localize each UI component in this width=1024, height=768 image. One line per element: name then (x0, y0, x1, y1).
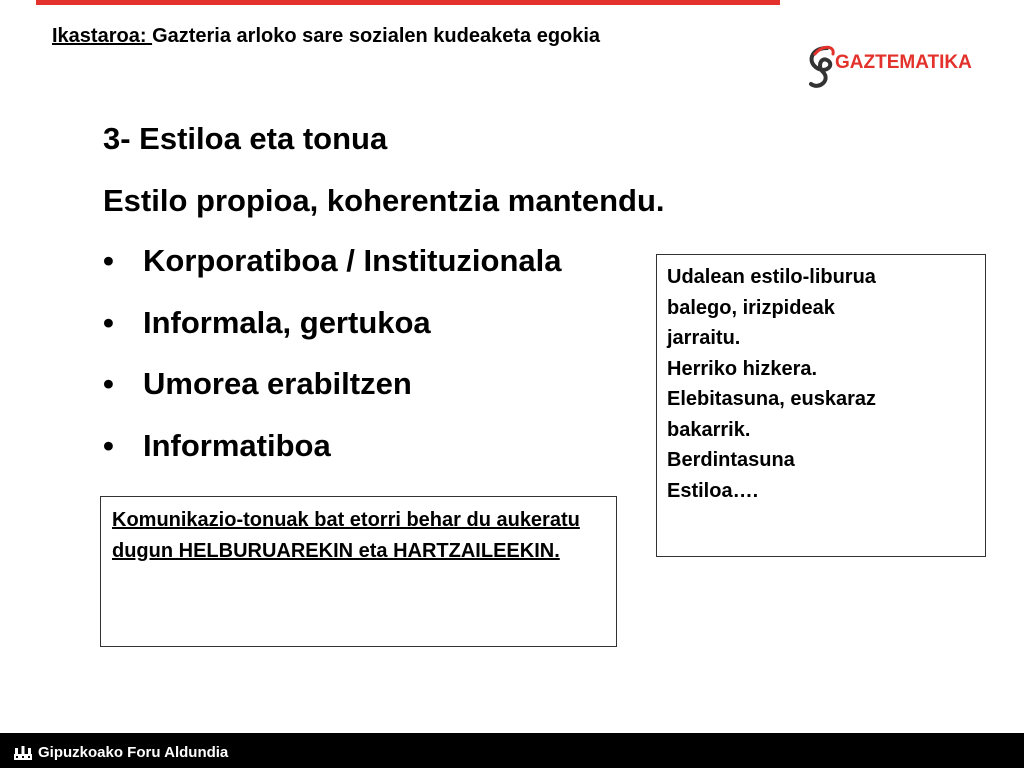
note-line: Estiloa…. (667, 479, 759, 502)
tone-note-box (100, 496, 617, 647)
style-notes-box (656, 254, 986, 557)
note-line: Elebitasuna, euskaraz (667, 388, 876, 410)
bullet-text: Umorea erabiltzen (143, 366, 412, 401)
course-heading (52, 25, 600, 48)
gaztematika-logo (805, 40, 985, 92)
course-title: Gazteria arloko sare sozialen kudeaketa egokia (152, 25, 601, 47)
bullet-icon: • (103, 243, 114, 278)
footer-org-name: Gipuzkoako Foru Aldundia (38, 744, 229, 761)
bullet-text: Informatiboa (143, 427, 331, 463)
course-label: Ikastaroa: (52, 25, 153, 47)
note-line: Berdintasuna (667, 449, 795, 471)
note-line: Udalean estilo-liburua (667, 266, 876, 288)
crest-icon (13, 745, 33, 761)
slide-title: 3- Estiloa eta tonua (103, 121, 388, 156)
note-line: bakarrik. (667, 418, 751, 441)
svg-text:GAZTEMATIKA: GAZTEMATIKA (835, 52, 972, 73)
top-accent-bar (36, 0, 780, 5)
bullet-icon: • (103, 304, 114, 340)
bullet-text: Informala, gertukoa (143, 304, 431, 340)
tone-note-text: Komunikazio-tonuak bat etorri behar du aukeratu dugun HELBURUAREKIN eta HARTZAILEEKIN. (112, 509, 580, 562)
list-item (103, 242, 562, 304)
list-item (103, 427, 562, 489)
bullet-text: Korporatiboa / Instituzionala (143, 243, 562, 278)
note-line: jarraitu. (667, 327, 741, 349)
bullet-icon: • (103, 427, 114, 463)
note-line: balego, irizpideak (667, 296, 835, 319)
list-item (103, 365, 562, 427)
note-line: Herriko hizkera. (667, 357, 818, 380)
bullet-list (103, 242, 562, 488)
bullet-icon: • (103, 366, 114, 401)
list-item (103, 304, 562, 366)
slide-subtitle: Estilo propioa, koherentzia mantendu. (103, 183, 665, 218)
